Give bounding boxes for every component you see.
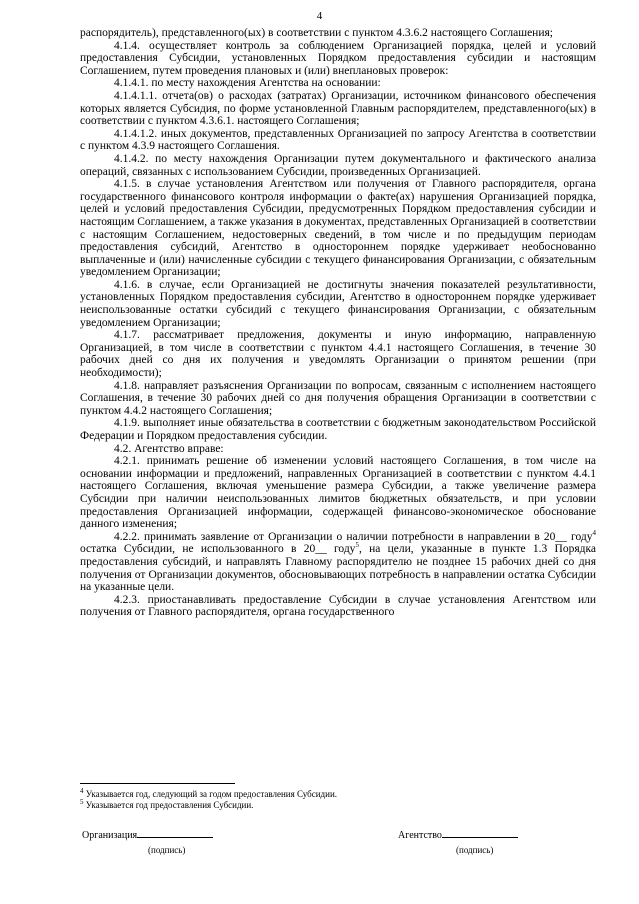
paragraph: 4.1.4. осуществляет контроль за соблюдением Организацией порядка, целей и условий предоставления Субсидии, установленных Порядком предоставления субсидии и настоящим Соглашением, путем проведения плановых и (или) внеплановых проверок: [80,39,596,77]
footnote-number: 4 [80,787,84,795]
text-run: , на цели, указанные в пункте 1.3 Порядка предоставления субсидий, и направлять Главному распорядителю не позднее 15 рабочих дней со дня получения от Организации документов, обосновывающих потребность в направлении остатка Субсидии на указанные цели. [80,543,596,594]
footnote-text: Указывается год, следующий за годом предоставления Субсидии. [83,789,338,799]
signature-caption: (подпись) [456,845,494,855]
signature-line [442,828,518,838]
paragraph: 4.1.9. выполняет иные обязательства в соответствии с бюджетным законодательством Российской Федерации и Порядком предоставления субсидии. [80,417,596,442]
paragraph: 4.1.4.2. по месту нахождения Организации путем документального и фактического анализа операций, связанных с использованием Субсидии, произведенных Организацией. [80,152,596,178]
page-number: 4 [316,10,323,22]
footnote [80,800,596,811]
footnote [80,789,596,800]
paragraph: 4.2.1. принимать решение об изменении условий настоящего Соглашения, в том числе на основании информации и предложений, направленных Организацией в соответствии с пунктом 4.4.1 настоящего Соглашения, включая уменьшение размера Субсидии, а также увеличение размера Субсидии при наличии неиспользованных лимитов бюджетных обязательств, и при условии предоставления Организацией информации, содержащей финансово-экономическое обоснование данного изменения; [80,455,596,531]
signature-label: Агентство [398,830,442,841]
paragraph: 4.1.5. в случае установления Агентством или получения от Главного распорядителя, органа государственного финансового контроля информации о факте(ах) нарушения Организацией порядка, целей и условий предоставления Субсидии, предусмотренных Порядком предоставления субсидии и настоящим Соглашением, а также указания в документах, представленных Организацией в соответствии с настоящим Соглашением, недостоверных сведений, в том числе и по предыдущим периодам предоставления субсидий, Агентство в одностороннем порядке удерживает необоснованно выплаченные и (или) начисленные субсидии с текущего финансирования Организации, с обязательным уведомлением Организации; [80,178,596,279]
signature-agency [398,828,518,856]
footnote-divider [80,783,235,784]
footnote-number: 5 [80,798,84,806]
footnotes [80,789,596,811]
paragraph: распорядитель), представленного(ых) в соответствии с пунктом 4.3.6.2 настоящего Соглашения; [80,27,553,39]
paragraph: 4.1.4.1. по месту нахождения Агентства на основании: [114,77,381,90]
signature-caption: (подпись) [148,845,186,855]
text-run: 4.2.2. принимать заявление от Организации о наличии потребности в направлении в 20__ году [114,530,593,543]
document-body [80,27,596,619]
footnote-ref: 4 [592,528,596,537]
text-run: остатка Субсидии, не использованного в 20__ году [80,543,356,556]
paragraph: 4.2. Агентство вправе: [114,442,224,455]
paragraph: 4.2.3. приостанавливать предоставление Субсидии в случае установления Агентством или получения от Главного распорядителя, органа государственного [80,593,596,619]
paragraph: 4.1.4.1.1. отчета(ов) о расходах (затратах) Организации, источником финансового обеспечения которых является Субсидия, по форме установленной Главным распорядителем, представленного(ых) в соответствии с пунктом 4.3.6.1. настоящего Соглашения; [80,89,596,128]
paragraph: 4.1.4.1.2. иных документов, представленных Организацией по запросу Агентства в соответствии с пунктом 4.3.9 настоящего Соглашения. [80,127,596,153]
paragraph-4-2-2 [80,528,596,594]
signature-line [137,828,213,838]
paragraph: 4.1.8. направляет разъяснения Организации по вопросам, связанным с исполнением настоящего Соглашения, в течение 30 рабочих дней со дня получения обращения Организации в соответствии с пунктом 4.4.2 настоящего Соглашения; [80,379,596,417]
footnote-text: Указывается год предоставления Субсидии. [83,800,254,810]
signature-organization [82,828,213,856]
footnote-ref: 5 [355,541,359,550]
paragraph: 4.1.6. в случае, если Организацией не достигнуты значения показателей результативности, установленных Порядком предоставления субсидии, Агентство в одностороннем порядке удерживает неиспользованные остатки субсидий с текущего финансирования Организации, с обязательным уведомлением Организации; [80,278,596,329]
paragraph: 4.1.7. рассматривает предложения, документы и иную информацию, направленную Организацией, в том числе в соответствии с пунктом 4.4.1 настоящего Соглашения, в течение 30 рабочих дней со дня их получения и уведомлять Организации о принятом решении (при необходимости); [80,329,596,380]
signature-label: Организация [82,830,138,841]
